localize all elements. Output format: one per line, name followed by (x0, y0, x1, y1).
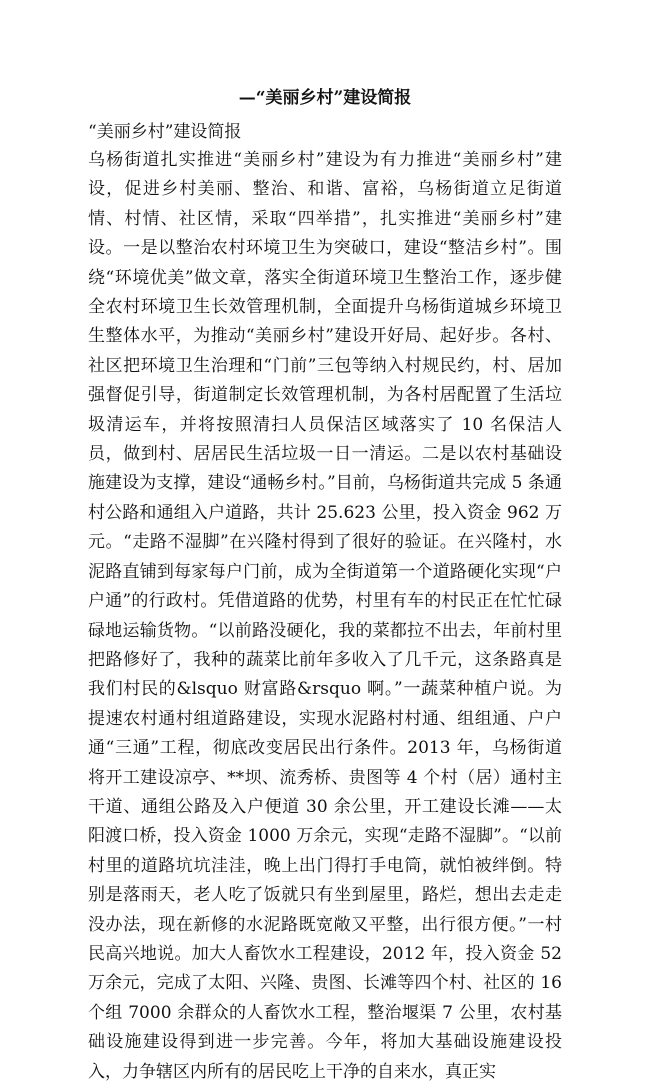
document-title: —“美丽乡村”建设简报 (238, 88, 412, 108)
document-body-paragraph: 乌杨街道扎实推进“美丽乡村”建设为有力推进“美丽乡村”建设，促进乡村美丽、整治、和谐、富裕，乌杨街道立足街道情、村情、社区情，采取“四举措”，扎实推进“美丽乡村”建设。一是以整治农村环境卫生为突破口，建设“整洁乡村”。围绕“环境优美”做文章，落实全街道环境卫生整治工作，逐步健全农村环境卫生长效管理机制，全面提升乌杨街道城乡环境卫生整体水平，为推动“美丽乡村”建设开好局、起好步。各村、社区把环境卫生治理和“门前”三包等纳入村规民约，村、居加强督促引导，街道制定长效管理机制，为各村居配置了生活垃圾清运车，并将按照清扫人员保洁区域落实了 10 名保洁人员，做到村、居居民生活垃圾一日一清运。二是以农村基础设施建设为支撑，建设“通畅乡村。”目前，乌杨街道共完成 5 条通村公路和通组入户道路，共计 25.623 公里，投入资金 962 万元。“走路不湿脚”在兴隆村得到了很好的验证。在兴隆村，水泥路直铺到每家每户门前，成为全街道第一个道路硬化实现“户户通”的行政村。凭借道路的优势，村里有车的村民正在忙忙碌碌地运输货物。“以前路没硬化，我的菜都拉不出去，年前村里把路修好了，我种的蔬菜比前年多收入了几千元，这条路真是我们村民的&lsquo 财富路&rsquo 啊。”一蔬菜种植户说。为提速农村通村组道路建设，实现水泥路村村通、组组通、户户通“三通”工程，彻底改变居民出行条件。2013 年，乌杨街道将开工建设凉亭、**坝、流秀桥、贵图等 4 个村（居）通村主干道、通组公路及入户便道 30 余公里，开工建设长滩——太阳渡口桥，投入资金 1000 万余元，实现“走路不湿脚”。“以前村里的道路坑坑洼洼，晚上出门得打手电筒，就怕被绊倒。特别是落雨天，老人吃了饭就只有坐到屋里，路烂，想出去走走没办法，现在新修的水泥路既宽敞又平整，出行很方便。”一村民高兴地说。加大人畜饮水工程建设，2012 年，投入资金 52 万余元，完成了太阳、兴隆、贵图、长滩等四个村、社区的 16 个组 7000 余群众的人畜饮水工程，整治堰渠 7 公里，农村基础设施建设得到进一步完善。今年，将加大基础设施建设投入，力争辖区内所有的居民吃上干净的自来水，真正实 (88, 150, 562, 1082)
document-subtitle: “美丽乡村”建设简报 (88, 122, 242, 142)
